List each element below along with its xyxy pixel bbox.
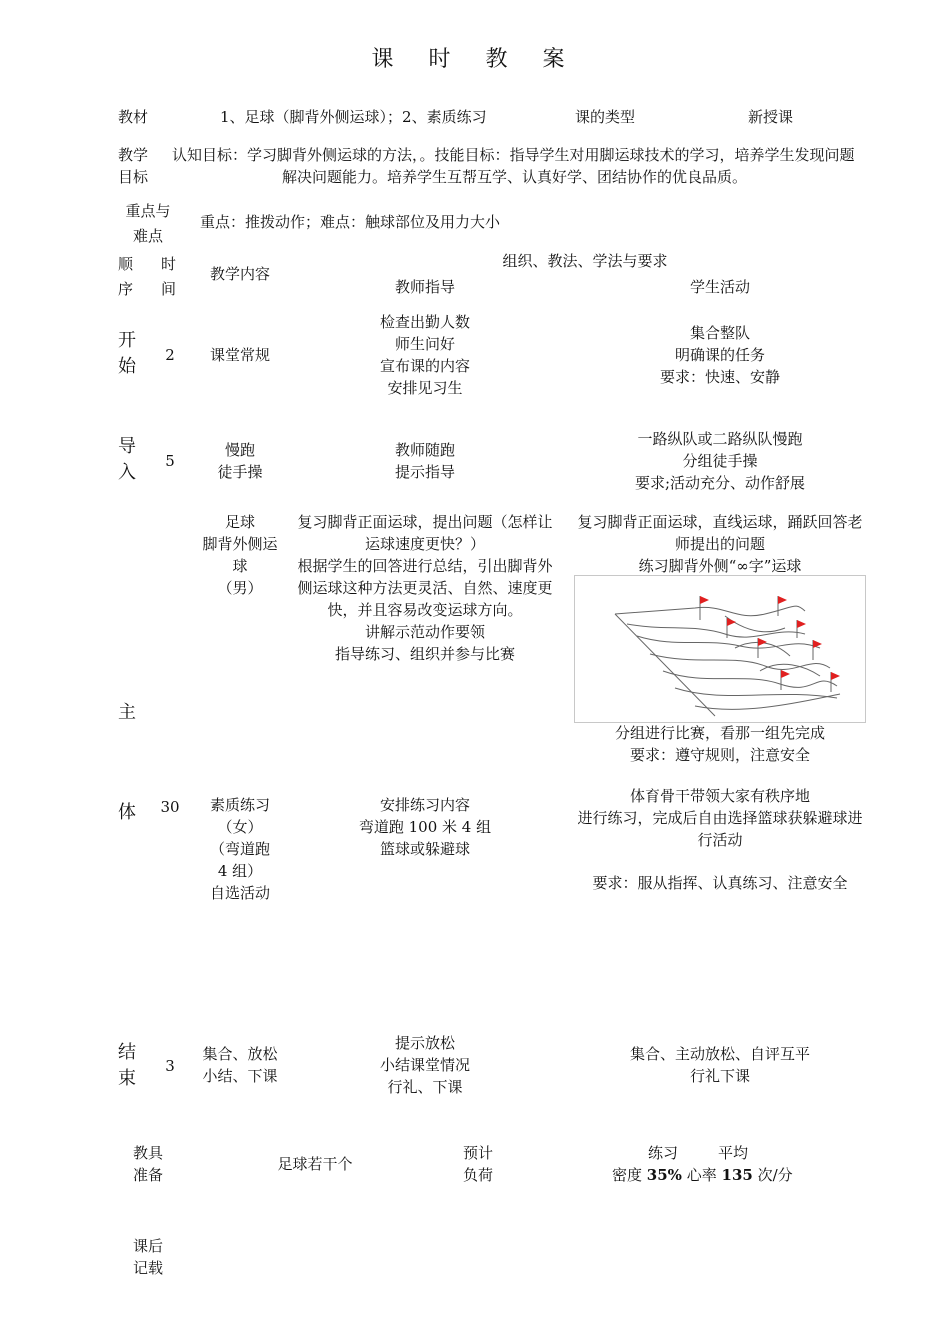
objectives-label-1: 教学: [118, 146, 149, 164]
end-student-block: [570, 1043, 870, 1087]
fitness-content-line: （弯道跑: [209, 840, 270, 858]
end-teacher-block: [325, 1032, 525, 1098]
start-teacher-line: 安排见习生: [387, 379, 463, 397]
fitness-teacher-block: [325, 794, 525, 860]
end-phase-2: 束: [118, 1068, 136, 1089]
head-org: 组织、教法、学法与要求: [502, 252, 668, 270]
head-student: 学生活动: [689, 278, 750, 296]
heart-rate-unit: 次/分: [757, 1166, 793, 1184]
notes-label-1: 课后: [132, 1237, 163, 1255]
intro-content-block: [190, 439, 290, 483]
intro-student-line: 分组徒手操: [682, 452, 758, 470]
start-teacher-line: 宣布课的内容: [379, 357, 470, 375]
intro-teacher-line: 教师随跑: [394, 441, 455, 459]
football-teacher-line: 快，并且容易改变运球方向。: [327, 601, 523, 619]
main-phase-2: 体: [118, 802, 136, 823]
football-teacher-block: [293, 511, 557, 665]
football-student-block: [570, 511, 870, 577]
end-content-line: 集合、放松: [202, 1045, 278, 1063]
end-time: 3: [165, 1057, 175, 1075]
end-student-line: 集合、主动放松、自评互平: [629, 1045, 810, 1063]
fitness-content-line: （女）: [217, 818, 263, 836]
load-label-2: 负荷: [463, 1166, 494, 1184]
football-content-line: 脚背外侧运: [202, 535, 278, 553]
start-teacher-line: 检查出勤人数: [379, 313, 470, 331]
football-teacher-line: 复习脚背正面运球，提出问题（怎样让: [297, 513, 553, 531]
head-time-2: 间: [161, 280, 177, 298]
intro-student-block: [570, 428, 870, 494]
notes-label-2: 记载: [132, 1259, 163, 1277]
football-content-line: （男）: [217, 579, 263, 597]
heart-rate-label: 心率: [686, 1166, 717, 1184]
intro-phase-2: 入: [118, 462, 136, 483]
start-student-line: 要求：快速、安静: [659, 368, 780, 386]
football-teacher-line: 运球速度更快？）: [364, 535, 485, 553]
intro-phase-1: 导: [118, 436, 136, 457]
fitness-requirement: 要求：服从指挥、认真练习、注意安全: [592, 874, 848, 892]
dribbling-diagram-svg: [575, 576, 865, 722]
intro-student-line: 要求;活动充分、动作舒展: [634, 474, 806, 492]
heart-rate-value: 135: [721, 1166, 753, 1184]
fitness-student-line: 体育骨干带领大家有秩序地: [629, 787, 810, 805]
start-student-line: 集合整队: [689, 324, 750, 342]
intro-teacher-block: [325, 439, 525, 483]
end-content-block: [190, 1043, 290, 1087]
football-content-line: 球: [232, 557, 248, 575]
football-after-block: [570, 722, 870, 766]
fitness-content-block: [190, 794, 290, 904]
load-values: [612, 1164, 793, 1186]
intro-content-line: 慢跑: [224, 441, 255, 459]
head-time-1: 时: [161, 255, 177, 273]
start-phase-2: 始: [118, 356, 136, 377]
head-content: 教学内容: [209, 265, 270, 283]
football-after-line: 要求：遵守规则，注意安全: [629, 746, 810, 764]
start-teacher-line: 师生问好: [394, 335, 455, 353]
load-label-1: 预计: [463, 1144, 494, 1162]
fitness-teacher-line: 安排练习内容: [379, 796, 470, 814]
key-points-label-2: 难点: [132, 227, 163, 245]
key-points-value: 重点：推拨动作；难点：触球部位及用力大小: [200, 213, 501, 231]
fitness-student-line: 进行练习，完成后自由选择篮球获躲避球进: [577, 809, 863, 827]
football-student-line: 复习脚背正面运球，直线运球，踊跃回答老: [577, 513, 863, 531]
equip-label-2: 准备: [132, 1166, 163, 1184]
end-content-line: 小结、下课: [202, 1067, 278, 1085]
start-student-block: [570, 322, 870, 388]
head-order-2: 序: [118, 280, 134, 298]
football-teacher-line: 侧运球这种方法更灵活、自然、速度更: [297, 579, 553, 597]
start-teacher-block: [325, 311, 525, 399]
intro-content-line: 徒手操: [217, 463, 263, 481]
fitness-teacher-line: 弯道跑 100 米 4 组: [358, 818, 492, 836]
football-teacher-line: 根据学生的回答进行总结，引出脚背外: [297, 557, 553, 575]
end-student-line: 行礼下课: [689, 1067, 750, 1085]
end-teacher-line: 提示放松: [394, 1034, 455, 1052]
end-teacher-line: 小结课堂情况: [379, 1056, 470, 1074]
material-label: 教材: [118, 108, 149, 126]
fitness-content-line: 自选活动: [209, 884, 270, 902]
start-student-line: 明确课的任务: [674, 346, 765, 364]
practice-label: 练习: [648, 1144, 679, 1162]
density-value: 35%: [646, 1166, 682, 1184]
main-time: 30: [160, 798, 180, 816]
football-content-line: 足球: [224, 513, 255, 531]
objectives-label-2: 目标: [118, 168, 149, 186]
football-teacher-line: 指导练习、组织并参与比赛: [334, 645, 515, 663]
head-order-1: 顺: [118, 255, 134, 273]
end-teacher-line: 行礼、下课: [387, 1078, 463, 1096]
start-time: 2: [165, 346, 175, 364]
football-after-line: 分组进行比赛，看那一组先完成: [614, 724, 825, 742]
fitness-teacher-line: 篮球或躲避球: [379, 840, 470, 858]
main-phase-1: 主: [118, 702, 136, 723]
football-student-line: 师提出的问题: [674, 535, 765, 553]
fitness-content-line: 4 组）: [217, 862, 263, 880]
equip-label-1: 教具: [132, 1144, 163, 1162]
key-points-label-1: 重点与: [125, 202, 171, 220]
start-phase-1: 开: [118, 330, 136, 351]
average-label: 平均: [718, 1144, 749, 1162]
intro-student-line: 一路纵队或二路纵队慢跑: [637, 430, 803, 448]
fitness-student-line: 行活动: [697, 831, 743, 849]
football-student-line: 练习脚背外侧“∞字”运球: [638, 557, 802, 575]
start-content: 课堂常规: [209, 346, 270, 364]
density-label: 密度: [612, 1166, 643, 1184]
intro-time: 5: [165, 452, 175, 470]
objectives-line-1: 认知目标：学习脚背外侧运球的方法，。技能目标：指导学生对用脚运球技术的学习，培养学生发现问题: [172, 146, 855, 164]
head-teacher: 教师指导: [394, 278, 455, 296]
objectives-line-2: 解决问题能力。培养学生互帮互学、认真好学、团结协作的优良品质。: [282, 168, 748, 186]
dribbling-diagram: [574, 575, 866, 723]
intro-teacher-line: 提示指导: [394, 463, 455, 481]
material-value: 1、足球（脚背外侧运球）；2、素质练习: [220, 108, 487, 126]
fitness-student-block: [570, 785, 870, 851]
lesson-type-value: 新授课: [748, 108, 794, 126]
page-title: 课 时 教 案: [371, 47, 579, 72]
end-phase-1: 结: [118, 1042, 136, 1063]
fitness-content-line: 素质练习: [209, 796, 270, 814]
lesson-type-label: 课的类型: [575, 108, 636, 126]
football-teacher-line: 讲解示范动作要领: [364, 623, 485, 641]
equip-value: 足球若干个: [277, 1155, 353, 1173]
football-content-block: [190, 511, 290, 599]
